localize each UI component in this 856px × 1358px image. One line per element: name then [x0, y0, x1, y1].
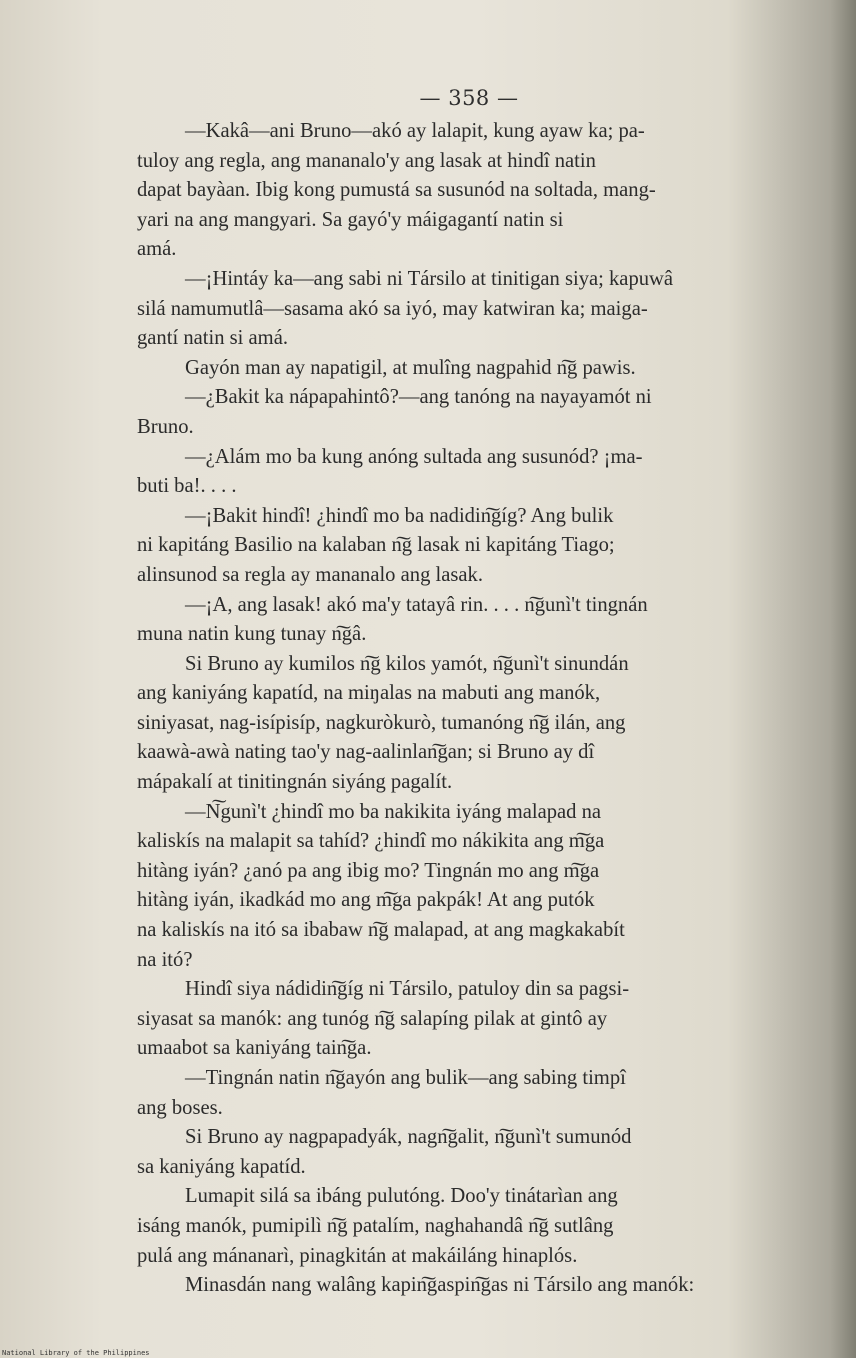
text-line: sa kaniyáng kapatíd.: [137, 1155, 306, 1178]
text-line: pulá ang mánanarì, pinagkitán at makáiláng hinaplós.: [137, 1244, 578, 1267]
library-credit: National Library of the Philippines: [2, 1349, 150, 1357]
text-line: —Tingnán natin n͠gayón ang bulik—ang sabing timpî: [185, 1067, 626, 1089]
text-line: ni kapitáng Basilio na kalaban n͠g lasak ni kapitáng Tiago;: [137, 534, 615, 557]
text-line: dapat bayàan. Ibig kong pumustá sa susunód na soltada, mang-: [137, 179, 656, 202]
text-line: Minasdán nang walâng kapin͠gaspin͠gas ni Társilo ang manók:: [185, 1274, 695, 1297]
text-line: —Kakâ—ani Bruno—akó ay lalapit, kung ayaw ka; pa-: [185, 120, 645, 142]
text-line: umaabot sa kaniyáng tain͠ga.: [137, 1037, 372, 1060]
text-line: amá.: [137, 238, 177, 261]
text-line: silá namumutlâ—sasama akó sa iyó, may katwiran ka; maiga-: [137, 297, 648, 320]
text-line: isáng manók, pumipilì n͠g patalím, naghahandâ n͠g sutlâng: [137, 1214, 614, 1237]
text-line: Gayón man ay napatigil, at mulîng nagpahid n͠g pawis.: [185, 356, 636, 379]
text-line: kaawà-awà nating tao'y nag-aalinlan͠gan; si Bruno ay dî: [137, 741, 595, 764]
text-line: —¡A, ang lasak! akó ma'y tatayâ rin. . . . n͠gunì't tingnán: [185, 593, 648, 616]
text-line: hitàng iyán? ¿anó pa ang ibig mo? Tingnán mo ang m͠ga: [137, 859, 600, 882]
page-number: — 358 —: [419, 86, 519, 110]
text-line: Si Bruno ay nagpapadyák, nagn͠galit, n͠gunì't sumunód: [185, 1126, 632, 1149]
text-line: alinsunod sa regla ay mananalo ang lasak.: [137, 563, 483, 586]
text-line: Hindî siya nádidin͠gíg ni Társilo, patuloy din sa pagsi-: [185, 978, 630, 1001]
text-line: —¡Bakit hindî! ¿hindî mo ba nadidin͠gíg? Ang bulik: [185, 504, 614, 527]
text-line: ang kaniyáng kapatíd, na miŋalas na mabuti ang manók,: [137, 682, 601, 705]
text-line: —¡Hintáy ka—ang sabi ni Társilo at tinitigan siya; kapuwâ: [185, 267, 674, 290]
body-text: [137, 117, 822, 1301]
text-line: gantí natin si amá.: [137, 327, 288, 350]
text-line: tuloy ang regla, ang mananalo'y ang lasak at hindî natin: [137, 149, 596, 172]
text-line: siniyasat, nag-isípisíp, nagkuròkurò, tumanóng n͠g ilán, ang: [137, 711, 626, 734]
text-line: ang boses.: [137, 1096, 223, 1119]
text-line: muna natin kung tunay n͠gâ.: [137, 623, 367, 646]
text-line: siyasat sa manók: ang tunóg n͠g salapíng pilak at gintô ay: [137, 1007, 608, 1030]
text-line: kaliskís na malapit sa tahíd? ¿hindî mo nákikita ang m͠ga: [137, 830, 605, 853]
text-line: na kaliskís na itó sa ibabaw n͠g malapad, at ang magkakabít: [137, 919, 625, 942]
text-line: hitàng iyán, ikadkád mo ang m͠ga pakpák! At ang putók: [137, 889, 595, 912]
text-line: —¿Alám mo ba kung anóng sultada ang susunód? ¡ma-: [185, 445, 643, 468]
text-line: Bruno.: [137, 415, 194, 438]
text-line: —¿Bakit ka nápapahintô?—ang tanóng na nayayamót ni: [185, 386, 652, 409]
text-line: buti ba!. . . .: [137, 475, 237, 498]
text-line: mápakalí at tinitingnán siyáng pagalít.: [137, 771, 453, 794]
text-line: —N͠gunì't ¿hindî mo ba nakikita iyáng malapad na: [185, 800, 602, 823]
text-line: yari na ang mangyari. Sa gayó'y máigagantí natin si: [137, 208, 564, 231]
text-line: Lumapit silá sa ibáng pulutóng. Doo'y tinátarìan ang: [185, 1185, 618, 1208]
text-line: Si Bruno ay kumilos n͠g kilos yamót, n͠gunì't sinundán: [185, 652, 629, 675]
text-line: na itó?: [137, 948, 193, 971]
